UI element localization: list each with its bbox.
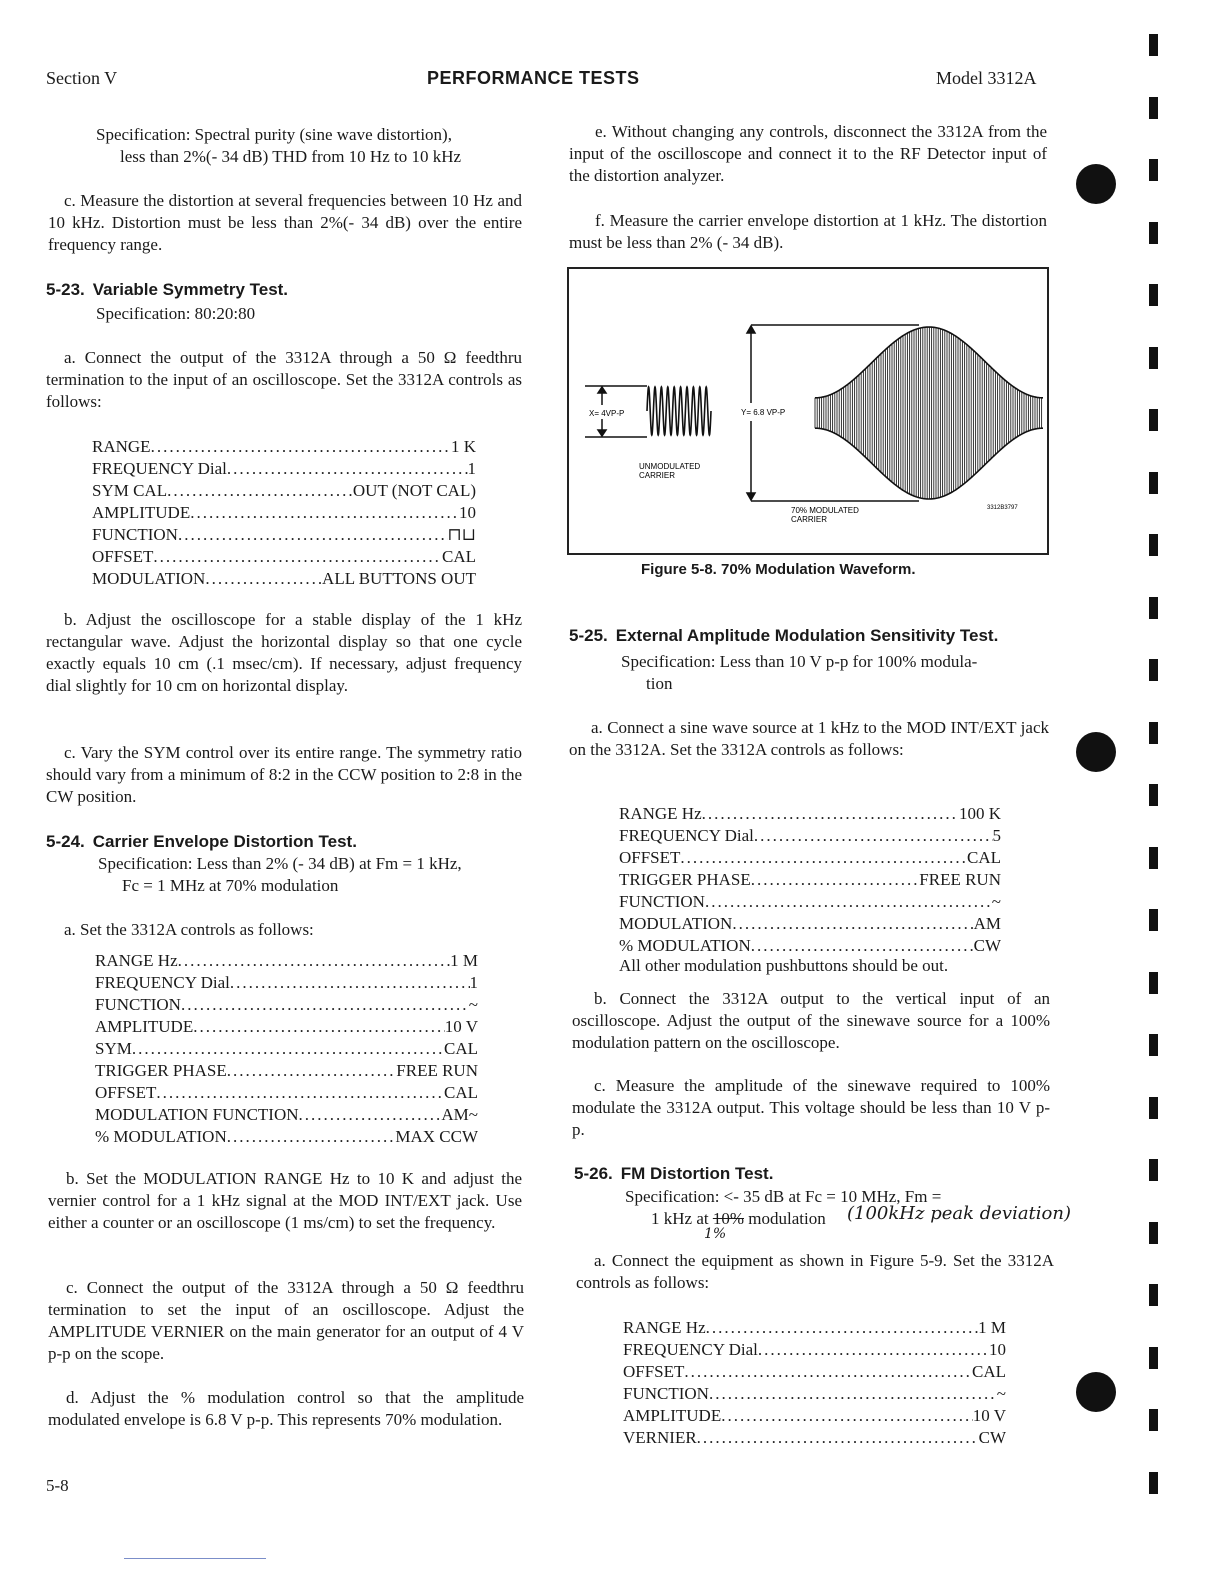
control-name: % MODULATION bbox=[619, 936, 751, 955]
margin-bar bbox=[1149, 1284, 1158, 1306]
section-5-23-heading bbox=[46, 280, 288, 300]
control-value: 1 M bbox=[978, 1318, 1006, 1337]
step-c-5-24: c. Connect the output of the 3312A through a 50 Ω feedthru termination to set the input of an oscilloscope. Adjust the AMPLITUDE VERNIER on the main generator for an output of 4 V p-p on the scope. bbox=[48, 1278, 524, 1363]
unmodulated-carrier-trace bbox=[647, 387, 711, 435]
control-row bbox=[623, 1405, 1006, 1427]
margin-bar bbox=[1149, 784, 1158, 806]
spec-symmetry: Specification: 80:20:80 bbox=[96, 304, 256, 323]
dot-leader bbox=[705, 891, 992, 913]
dot-leader bbox=[227, 458, 468, 480]
section-label: Section V bbox=[46, 68, 118, 88]
margin-bar bbox=[1149, 1347, 1158, 1369]
control-row bbox=[619, 913, 1001, 935]
margin-bar bbox=[1149, 409, 1158, 431]
margin-bar bbox=[1149, 1222, 1158, 1244]
page-number: 5-8 bbox=[46, 1476, 69, 1495]
dot-leader bbox=[132, 1038, 444, 1060]
control-value: 100 K bbox=[958, 804, 1001, 823]
control-name: FREQUENCY Dial bbox=[619, 826, 754, 845]
step-b-5-24: b. Set the MODULATION RANGE Hz to 10 K and adjust the vernier control for a 1 kHz signal at the MOD INT/EXT jack. Use either a counter or an oscilloscope (1 ms/cm) to set the frequency. bbox=[48, 1169, 522, 1232]
control-name: OFFSET bbox=[92, 547, 154, 566]
dot-leader bbox=[751, 935, 974, 957]
step-a-5-23: a. Connect the output of the 3312A through a 50 Ω feedthru termination to the input of an oscilloscope. Set the 3312A controls as follows: bbox=[46, 348, 522, 411]
handwritten-percent: 1% bbox=[704, 1226, 727, 1242]
control-row bbox=[619, 935, 1001, 957]
control-row bbox=[95, 1016, 478, 1038]
control-row bbox=[95, 994, 478, 1016]
dot-leader bbox=[178, 950, 450, 972]
control-row bbox=[95, 972, 478, 994]
step-a-5-24: a. Set the 3312A controls as follows: bbox=[64, 920, 314, 939]
figure-caption: Figure 5-8. 70% Modulation Waveform. bbox=[641, 561, 916, 578]
control-row bbox=[619, 869, 1001, 891]
dot-leader bbox=[754, 825, 993, 847]
control-row bbox=[619, 847, 1001, 869]
margin-bar bbox=[1149, 97, 1158, 119]
control-name: RANGE Hz bbox=[95, 951, 178, 970]
control-row bbox=[623, 1361, 1006, 1383]
control-row bbox=[95, 1104, 478, 1126]
margin-bar bbox=[1149, 222, 1158, 244]
dot-leader bbox=[167, 480, 353, 502]
spec-text: 1 kHz at bbox=[651, 1209, 709, 1228]
control-value: ~ bbox=[468, 995, 478, 1014]
modulated-carrier-waveform bbox=[815, 327, 1043, 499]
margin-bar bbox=[1149, 1097, 1158, 1119]
spec-line: tion bbox=[646, 674, 673, 693]
control-row bbox=[623, 1383, 1006, 1405]
control-value: AM bbox=[973, 914, 1001, 933]
control-row bbox=[92, 546, 476, 568]
control-value: 1 bbox=[467, 459, 476, 478]
control-name: AMPLITUDE bbox=[95, 1017, 194, 1036]
figure-code: 3312B3797 bbox=[987, 505, 1018, 511]
dot-leader bbox=[680, 847, 967, 869]
control-value: ~ bbox=[996, 1384, 1006, 1403]
dot-leader bbox=[697, 1427, 979, 1449]
binder-hole bbox=[1076, 164, 1116, 204]
dot-leader bbox=[706, 1317, 978, 1339]
control-name: SYM CAL bbox=[92, 481, 168, 500]
dot-leader bbox=[709, 1383, 997, 1405]
control-name: FUNCTION bbox=[92, 525, 178, 544]
control-row bbox=[95, 1126, 478, 1148]
spec-line: less than 2%(- 34 dB) THD from 10 Hz to 10 kHz bbox=[120, 147, 462, 166]
margin-bar bbox=[1149, 972, 1158, 994]
dot-leader bbox=[732, 913, 973, 935]
dot-leader bbox=[721, 1405, 973, 1427]
spec-line: Specification: Less than 2% (- 34 dB) at Fm = 1 kHz, bbox=[98, 854, 462, 873]
control-value: 1 M bbox=[450, 951, 478, 970]
section-title: FM Distortion Test. bbox=[620, 1164, 774, 1183]
step-c-5-23: c. Vary the SYM control over its entire range. The symmetry ratio should vary from a minimum of 8:2 in the CCW position to 2:8 in the CW position. bbox=[46, 743, 522, 806]
control-name: RANGE bbox=[92, 437, 151, 456]
page-title: PERFORMANCE TESTS bbox=[427, 68, 640, 88]
margin-bar bbox=[1149, 659, 1158, 681]
section-5-26-heading bbox=[574, 1164, 773, 1184]
margin-bar bbox=[1149, 284, 1158, 306]
modulated-carrier-fill bbox=[815, 327, 1042, 499]
margin-bar bbox=[1149, 534, 1158, 556]
controls-list-5-23 bbox=[92, 436, 476, 590]
control-value: OUT (NOT CAL) bbox=[352, 481, 476, 500]
control-row bbox=[92, 502, 476, 524]
spec-fm-line-1: Specification: <- 35 dB at Fc = 10 MHz, Fm = bbox=[625, 1187, 942, 1206]
margin-bar bbox=[1149, 722, 1158, 744]
step-a-5-26: a. Connect the equipment as shown in Figure 5-9. Set the 3312A controls as follows: bbox=[576, 1251, 1054, 1292]
control-name: OFFSET bbox=[95, 1083, 157, 1102]
spec-text: modulation bbox=[748, 1209, 826, 1228]
step-c-5-25: c. Measure the amplitude of the sinewave required to 100% modulate the 3312A output. This voltage should be less than 10 V p-p. bbox=[572, 1076, 1050, 1139]
control-row bbox=[619, 803, 1001, 825]
control-name: MODULATION FUNCTION bbox=[95, 1105, 299, 1124]
control-value: 5 bbox=[992, 826, 1001, 845]
dot-leader bbox=[702, 803, 959, 825]
margin-bar bbox=[1149, 1409, 1158, 1431]
spec-ext-am bbox=[621, 651, 977, 695]
control-row bbox=[95, 1082, 478, 1104]
control-value: CAL bbox=[967, 848, 1001, 867]
dot-leader bbox=[227, 1126, 396, 1148]
margin-bar bbox=[1149, 597, 1158, 619]
control-name: SYM bbox=[95, 1039, 132, 1058]
control-value: MAX CCW bbox=[395, 1127, 478, 1146]
control-name: RANGE Hz bbox=[623, 1318, 706, 1337]
section-5-25-heading bbox=[569, 626, 998, 646]
control-name: VERNIER bbox=[623, 1428, 697, 1447]
section-title: Variable Symmetry Test. bbox=[92, 280, 289, 299]
control-value: FREE RUN bbox=[396, 1061, 478, 1080]
unmodulated-carrier-waveform bbox=[647, 387, 711, 435]
control-name: FREQUENCY Dial bbox=[92, 459, 227, 478]
section-number: 5-25. bbox=[569, 626, 608, 645]
step-a-5-25: a. Connect a sine wave source at 1 kHz to the MOD INT/EXT jack on the 3312A. Set the 3312A controls as follows: bbox=[569, 718, 1049, 759]
dot-leader bbox=[299, 1104, 442, 1126]
dot-leader bbox=[751, 869, 920, 891]
margin-bar bbox=[1149, 909, 1158, 931]
y-label: Y= 6.8 VP-P bbox=[741, 408, 786, 417]
control-row bbox=[619, 825, 1001, 847]
step-d-5-24: d. Adjust the % modulation control so that the amplitude modulated envelope is 6.8 V p-p. This represents 70% modulation. bbox=[48, 1388, 524, 1429]
step-b-5-25: b. Connect the 3312A output to the vertical input of an oscilloscope. Adjust the output of the sinewave source for a 100% modulation pattern on the oscilloscope. bbox=[572, 989, 1050, 1052]
model-label: Model 3312A bbox=[936, 68, 1037, 88]
control-value: CW bbox=[973, 936, 1001, 955]
control-name: FREQUENCY Dial bbox=[95, 973, 230, 992]
margin-bar bbox=[1149, 1159, 1158, 1181]
control-name: FUNCTION bbox=[95, 995, 181, 1014]
handwritten-annotation: (100kHz peak deviation) bbox=[847, 1203, 1071, 1224]
spec-carrier-envelope bbox=[98, 853, 462, 897]
controls-list-5-24 bbox=[95, 950, 478, 1148]
controls-list-5-25 bbox=[619, 803, 1001, 957]
control-name: FUNCTION bbox=[619, 892, 705, 911]
controls-list-5-26 bbox=[623, 1317, 1006, 1449]
controls-note: All other modulation pushbuttons should be out. bbox=[619, 956, 949, 975]
binder-hole bbox=[1076, 1372, 1116, 1412]
x-label: X= 4VP-P bbox=[589, 409, 625, 418]
control-row bbox=[92, 524, 476, 546]
control-name: FREQUENCY Dial bbox=[623, 1340, 758, 1359]
control-value: ~ bbox=[991, 892, 1001, 911]
control-value: 10 V bbox=[972, 1406, 1006, 1425]
section-title: External Amplitude Modulation Sensitivity Test. bbox=[615, 626, 999, 645]
control-value: CAL bbox=[444, 1083, 478, 1102]
control-row bbox=[92, 436, 476, 458]
control-row bbox=[623, 1317, 1006, 1339]
control-name: RANGE Hz bbox=[619, 804, 702, 823]
dot-leader bbox=[181, 994, 469, 1016]
control-value: 10 bbox=[459, 503, 476, 522]
dot-leader bbox=[227, 1060, 397, 1082]
margin-bar bbox=[1149, 159, 1158, 181]
margin-bar bbox=[1149, 847, 1158, 869]
spec-fm-line-2 bbox=[651, 1208, 826, 1230]
control-name: AMPLITUDE bbox=[623, 1406, 722, 1425]
unmodulated-label-line: UNMODULATED bbox=[639, 462, 701, 471]
control-name: FUNCTION bbox=[623, 1384, 709, 1403]
control-value: 10 bbox=[989, 1340, 1006, 1359]
section-5-24-heading bbox=[46, 832, 357, 852]
control-value: 1 bbox=[469, 973, 478, 992]
control-row bbox=[92, 480, 476, 502]
dot-leader bbox=[190, 502, 459, 524]
modulated-label-line: CARRIER bbox=[791, 515, 828, 524]
dot-leader bbox=[230, 972, 470, 994]
control-name: AMPLITUDE bbox=[92, 503, 191, 522]
modulated-label-line: 70% MODULATED bbox=[791, 506, 859, 515]
control-row bbox=[95, 1060, 478, 1082]
unmodulated-label-line: CARRIER bbox=[639, 471, 676, 480]
control-value: ⊓⊔ bbox=[447, 525, 476, 544]
section-number: 5-24. bbox=[46, 832, 85, 851]
control-name: TRIGGER PHASE bbox=[95, 1061, 227, 1080]
spec-distortion bbox=[96, 124, 461, 168]
dot-leader bbox=[153, 546, 442, 568]
step-c-distortion: c. Measure the distortion at several frequencies between 10 Hz and 10 kHz. Distortion must be less than 2%(- 34 dB) over the entire frequency range. bbox=[48, 191, 522, 254]
step-e: e. Without changing any controls, disconnect the 3312A from the input of the oscilloscope and connect it to the RF Detector input of the distortion analyzer. bbox=[569, 122, 1047, 185]
margin-bar bbox=[1149, 472, 1158, 494]
binder-hole bbox=[1076, 732, 1116, 772]
control-row bbox=[623, 1427, 1006, 1449]
margin-bar bbox=[1149, 1034, 1158, 1056]
control-name: % MODULATION bbox=[95, 1127, 227, 1146]
control-value: 1 K bbox=[450, 437, 476, 456]
control-row bbox=[95, 1038, 478, 1060]
control-value: 10 V bbox=[444, 1017, 478, 1036]
control-row bbox=[619, 891, 1001, 913]
step-f: f. Measure the carrier envelope distortion at 1 kHz. The distortion must be less than 2% (- 34 dB). bbox=[569, 211, 1047, 252]
control-row bbox=[92, 458, 476, 480]
control-name: OFFSET bbox=[623, 1362, 685, 1381]
control-value: CAL bbox=[972, 1362, 1006, 1381]
control-value: CAL bbox=[444, 1039, 478, 1058]
section-number: 5-26. bbox=[574, 1164, 613, 1183]
control-row bbox=[623, 1339, 1006, 1361]
section-title: Carrier Envelope Distortion Test. bbox=[92, 832, 357, 851]
step-b-5-23: b. Adjust the oscilloscope for a stable display of the 1 kHz rectangular wave. Adjust the horizontal display so that one cycle exactly equals 10 cm (.1 msec/cm). If necessary, adjust frequency dial slightly for 10 cm on horizontal display. bbox=[46, 610, 522, 695]
margin-bar bbox=[1149, 347, 1158, 369]
dot-leader bbox=[178, 524, 448, 546]
dot-leader bbox=[205, 568, 322, 590]
control-name: MODULATION bbox=[92, 569, 206, 588]
modulation-waveform-diagram bbox=[569, 269, 1047, 553]
control-name: OFFSET bbox=[619, 848, 681, 867]
dot-leader bbox=[156, 1082, 444, 1104]
dot-leader bbox=[684, 1361, 972, 1383]
control-value: CW bbox=[978, 1428, 1006, 1447]
control-value: CAL bbox=[442, 547, 476, 566]
control-row bbox=[95, 950, 478, 972]
control-value: FREE RUN bbox=[919, 870, 1001, 889]
control-value: AM~ bbox=[441, 1105, 478, 1124]
spec-line: Specification: Spectral purity (sine wave distortion), bbox=[96, 125, 452, 144]
spec-line: Fc = 1 MHz at 70% modulation bbox=[122, 876, 339, 895]
control-value: ALL BUTTONS OUT bbox=[322, 569, 476, 588]
control-row bbox=[92, 568, 476, 590]
margin-bar bbox=[1149, 34, 1158, 56]
spec-line: Specification: Less than 10 V p-p for 100% modula- bbox=[621, 652, 978, 671]
dot-leader bbox=[193, 1016, 445, 1038]
control-name: MODULATION bbox=[619, 914, 733, 933]
section-number: 5-23. bbox=[46, 280, 85, 299]
margin-bar bbox=[1149, 1472, 1158, 1494]
figure-5-8 bbox=[567, 267, 1049, 555]
dot-leader bbox=[758, 1339, 989, 1361]
control-name: TRIGGER PHASE bbox=[619, 870, 751, 889]
struck-value: 10% bbox=[712, 1209, 745, 1228]
dot-leader bbox=[151, 436, 451, 458]
footer-rule bbox=[124, 1558, 266, 1559]
